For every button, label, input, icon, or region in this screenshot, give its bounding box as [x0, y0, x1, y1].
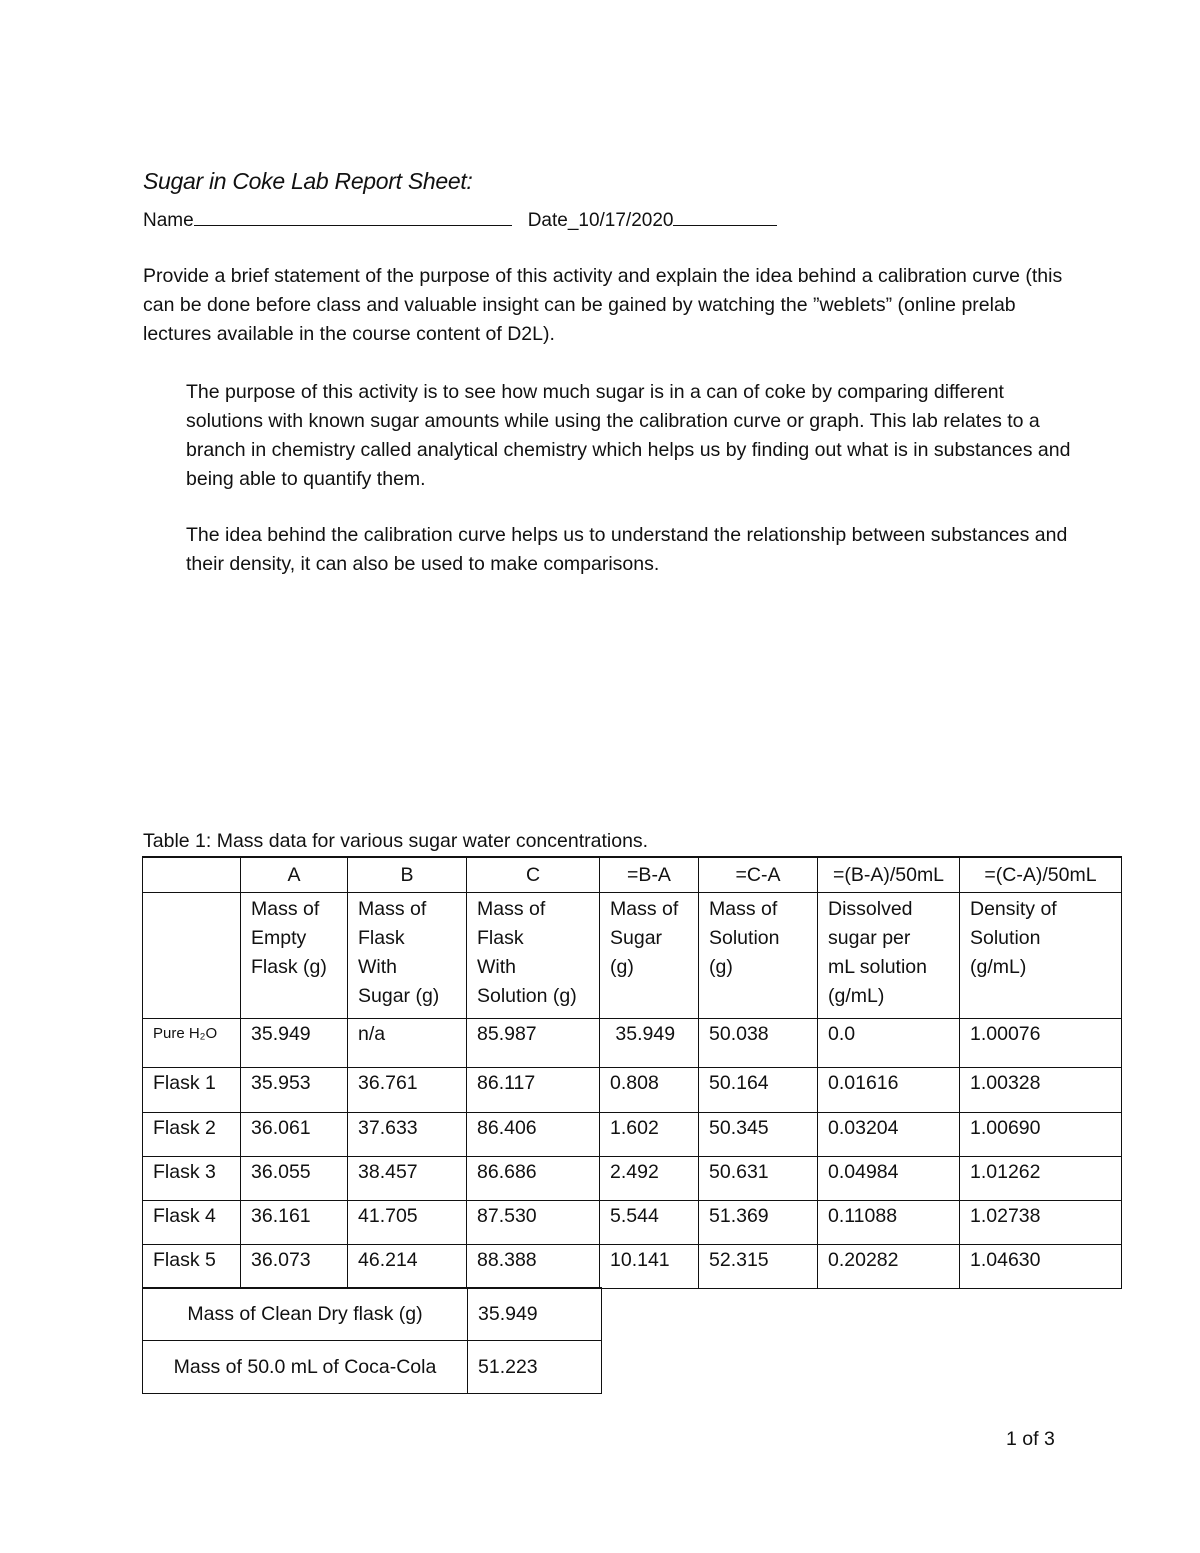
column-letter: A: [241, 857, 348, 893]
table-cell: 86.406: [467, 1113, 600, 1157]
table-cell: 37.633: [348, 1113, 467, 1157]
column-description: Dissolved sugar per mL solution (g/mL): [818, 893, 960, 1019]
table-cell: 1.00076: [960, 1019, 1122, 1068]
table-cell: 86.117: [467, 1068, 600, 1113]
document-title: Sugar in Coke Lab Report Sheet:: [143, 168, 473, 194]
flask-mass-table: [142, 1287, 602, 1394]
column-letter: =C-A: [699, 857, 818, 893]
date-label: Date_10/17/2020: [527, 210, 674, 231]
corner-cell: [143, 857, 241, 893]
table-cell: 36.761: [348, 1068, 467, 1113]
table-row: [143, 1068, 1122, 1113]
table-cell: 85.987: [467, 1019, 600, 1068]
column-letter: =B-A: [600, 857, 699, 893]
table-cell: 1.602: [600, 1113, 699, 1157]
table-cell: 36.073: [241, 1245, 348, 1289]
table-cell: 36.161: [241, 1201, 348, 1245]
answer-purpose: The purpose of this activity is to see how much sugar is in a can of coke by comparing different solutions with known sugar amounts while using the calibration curve or graph. This lab relates to a branch in chemistry called analytical chemistry which helps us by finding out what is in substances and being able to quantify them.: [186, 381, 1071, 490]
column-letter: =(B-A)/50mL: [818, 857, 960, 893]
table-caption: Table 1: Mass data for various sugar water concentrations.: [143, 830, 649, 852]
table-cell: n/a: [348, 1019, 467, 1068]
table-cell: 88.388: [467, 1245, 600, 1289]
column-description: Mass of Flask With Sugar (g): [348, 893, 467, 1019]
coca-cola-value: 51.223: [468, 1341, 602, 1394]
table-row: [143, 1245, 1122, 1289]
table-cell: 0.808: [600, 1068, 699, 1113]
answer-calibration: The idea behind the calibration curve helps us to understand the relationship between substances and their density, it can also be used to make comparisons.: [186, 524, 1068, 575]
table-cell: 0.11088: [818, 1201, 960, 1245]
column-description: Density of Solution (g/mL): [960, 893, 1122, 1019]
mass-data-table: [142, 856, 1122, 1289]
table-cell: 2.492: [600, 1157, 699, 1201]
table-row: [143, 1157, 1122, 1201]
table-cell: 50.038: [699, 1019, 818, 1068]
table-cell: 35.953: [241, 1068, 348, 1113]
table-cell: 10.141: [600, 1245, 699, 1289]
table-row: [143, 1019, 1122, 1068]
column-letter-row: [143, 857, 1122, 893]
row-label: Flask 2: [143, 1113, 241, 1157]
table-cell: 50.164: [699, 1068, 818, 1113]
table-cell: 1.01262: [960, 1157, 1122, 1201]
table-cell: 35.949: [600, 1019, 699, 1068]
table-cell: 50.631: [699, 1157, 818, 1201]
corner-cell: [143, 893, 241, 1019]
row-label: Flask 1: [143, 1068, 241, 1113]
table-cell: 46.214: [348, 1245, 467, 1289]
table-cell: 0.20282: [818, 1245, 960, 1289]
row-label: Flask 3: [143, 1157, 241, 1201]
prompt-text: Provide a brief statement of the purpose of this activity and explain the idea behind a calibration curve (this can be done before class and valuable insight can be gained by watching the ”weblets” (online prelab lectures available in the course content of D2L).: [143, 265, 1063, 345]
table-row: [143, 1113, 1122, 1157]
page-number: 1 of 3: [1006, 1428, 1055, 1450]
table-cell: 0.0: [818, 1019, 960, 1068]
name-label: Name: [143, 210, 194, 231]
table-cell: 1.04630: [960, 1245, 1122, 1289]
table-cell: 52.315: [699, 1245, 818, 1289]
column-description: Mass of Flask With Solution (g): [467, 893, 600, 1019]
column-description-row: [143, 893, 1122, 1019]
table-cell: 1.00328: [960, 1068, 1122, 1113]
table-row: [143, 1201, 1122, 1245]
table-cell: 87.530: [467, 1201, 600, 1245]
date-underline: [673, 207, 777, 226]
clean-flask-label: Mass of Clean Dry flask (g): [143, 1288, 468, 1341]
row-label: Flask 4: [143, 1201, 241, 1245]
name-underline: [194, 207, 512, 226]
table-cell: 1.02738: [960, 1201, 1122, 1245]
table-cell: 41.705: [348, 1201, 467, 1245]
column-letter: B: [348, 857, 467, 893]
name-date-line: [143, 207, 777, 232]
table-cell: 36.055: [241, 1157, 348, 1201]
table-cell: 50.345: [699, 1113, 818, 1157]
row-label: Pure H₂O: [143, 1019, 241, 1068]
table-cell: 51.369: [699, 1201, 818, 1245]
column-letter: C: [467, 857, 600, 893]
table-cell: 35.949: [241, 1019, 348, 1068]
table-cell: 36.061: [241, 1113, 348, 1157]
table-cell: 5.544: [600, 1201, 699, 1245]
table-row: [143, 1341, 602, 1394]
coca-cola-label: Mass of 50.0 mL of Coca-Cola: [143, 1341, 468, 1394]
table-cell: 1.00690: [960, 1113, 1122, 1157]
table-cell: 0.04984: [818, 1157, 960, 1201]
column-description: Mass of Sugar (g): [600, 893, 699, 1019]
column-description: Mass of Solution (g): [699, 893, 818, 1019]
table-cell: 0.01616: [818, 1068, 960, 1113]
table-cell: 0.03204: [818, 1113, 960, 1157]
row-label: Flask 5: [143, 1245, 241, 1289]
column-letter: =(C-A)/50mL: [960, 857, 1122, 893]
table-cell: 86.686: [467, 1157, 600, 1201]
clean-flask-value: 35.949: [468, 1288, 602, 1341]
table-cell: 38.457: [348, 1157, 467, 1201]
table-row: [143, 1288, 602, 1341]
column-description: Mass of Empty Flask (g): [241, 893, 348, 1019]
